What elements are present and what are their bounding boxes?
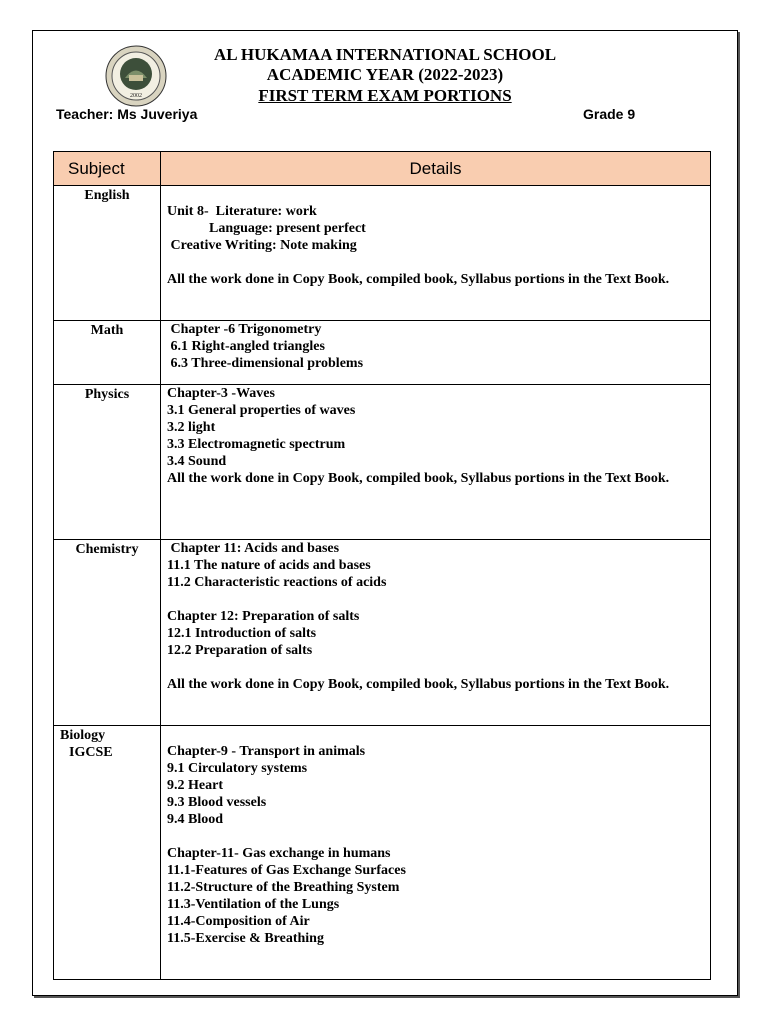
logo-year: 2002 [130,93,142,99]
details-cell [161,540,711,726]
detail-line: Chapter 11: Acids and bases [167,541,340,556]
detail-line [167,591,680,608]
subject-cell: Chemistry [54,540,161,726]
table-row-chemistry [54,540,711,726]
details-cell [161,321,711,385]
grade-label: Grade 9 [583,106,636,122]
document-title: FIRST TERM EXAM PORTIONS [258,86,512,105]
detail-line: 9.3 Blood vessels [167,795,267,810]
detail-line: 11.1-Features of Gas Exchange Surfaces [167,863,406,878]
detail-line: 6.3 Three-dimensional problems [167,356,364,371]
detail-line: Creative Writing: Note making [167,238,357,253]
detail-line: Chapter-9 - Transport in animals [167,744,366,759]
details-header: Details [161,152,711,186]
table-row-physics [54,385,711,540]
table-header-row [54,152,711,186]
detail-line [167,254,680,271]
table-row-biology [54,726,711,980]
detail-line: Chapter 12: Preparation of salts [167,609,360,624]
detail-line: 9.1 Circulatory systems [167,761,308,776]
subject-cell: Math [54,321,161,385]
detail-line: Chapter -6 Trigonometry [167,322,322,337]
exam-portions-table [53,151,711,980]
subject-header: Subject [54,152,161,186]
academic-year: ACADEMIC YEAR (2022-2023) [266,65,504,84]
detail-line: Chapter-3 -Waves [167,386,275,401]
subject-line: IGCSE [69,745,113,760]
detail-line: 3.4 Sound [167,454,227,469]
detail-line: 11.2-Structure of the Breathing System [167,880,400,895]
detail-line: 11.1 The nature of acids and bases [167,558,371,573]
details-cell [161,186,711,321]
detail-line: 11.2 Characteristic reactions of acids [167,575,387,590]
detail-line: All the work done in Copy Book, compiled book, Syllabus portions in the Text Book. [167,272,670,287]
teacher-label: Teacher: Ms Juveriya [56,106,198,122]
detail-line: 11.4-Composition of Air [167,914,310,929]
table-row-math [54,321,711,385]
subject-cell: English [54,186,161,321]
detail-line: 9.4 Blood [167,812,224,827]
subject-line: Biology [60,728,106,743]
detail-line: 11.3-Ventilation of the Lungs [167,897,340,912]
detail-line: All the work done in Copy Book, compiled book, Syllabus portions in the Text Book. [167,677,670,692]
details-cell [161,385,711,540]
detail-line: 11.5-Exercise & Breathing [167,931,324,946]
detail-line: Unit 8- Literature: work [167,204,317,219]
subject-cell [54,726,161,980]
detail-line: Language: present perfect [167,221,366,236]
table-row-english [54,186,711,321]
detail-line [167,186,680,203]
detail-line: All the work done in Copy Book, compiled book, Syllabus portions in the Text Book. [167,471,670,486]
detail-line: 6.1 Right-angled triangles [167,339,325,354]
details-cell [161,726,711,980]
detail-line: 3.3 Electromagnetic spectrum [167,437,346,452]
detail-line: Chapter-11- Gas exchange in humans [167,846,391,861]
document-page [32,30,738,996]
detail-line [167,659,680,676]
detail-line: 3.1 General properties of waves [167,403,356,418]
detail-line: 12.1 Introduction of salts [167,626,317,641]
detail-line: 3.2 light [167,420,216,435]
school-name: AL HUKAMAA INTERNATIONAL SCHOOL [213,45,557,64]
detail-line [167,726,680,743]
detail-line: 9.2 Heart [167,778,223,793]
detail-line [167,828,680,845]
subject-cell: Physics [54,385,161,540]
detail-line: 12.2 Preparation of salts [167,643,313,658]
